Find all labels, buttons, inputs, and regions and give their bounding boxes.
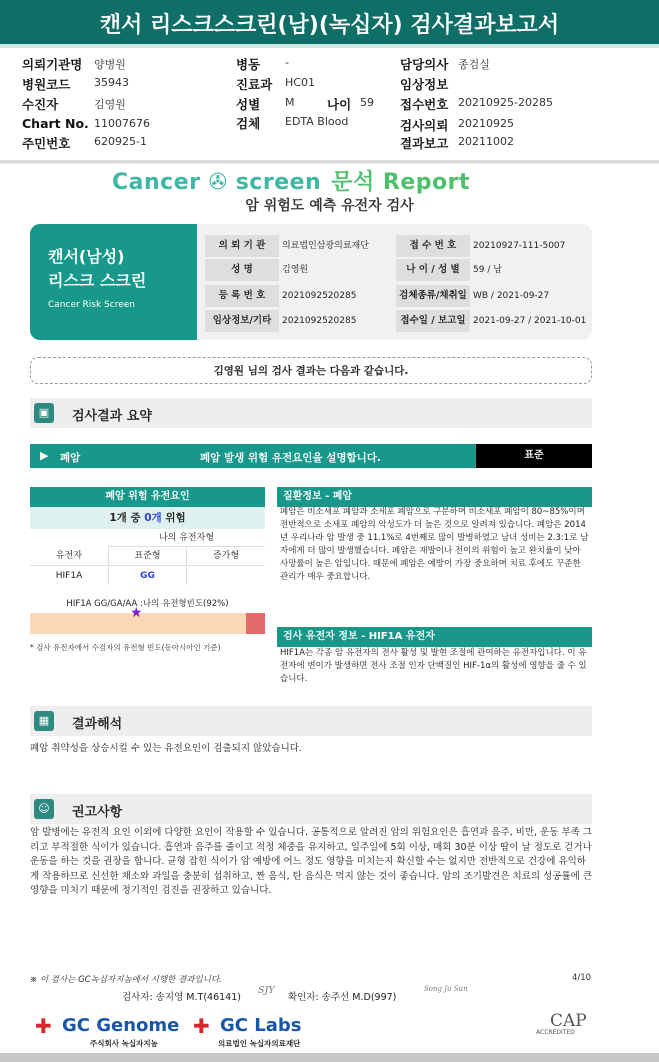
examiner: 검사자: 송지영 M.T(46141): [122, 992, 241, 1003]
info-value: WB / 2021-09-27: [473, 291, 550, 301]
col-increased: 증가형: [186, 547, 265, 565]
gc-cross-icon: ✚: [35, 1014, 52, 1038]
info-value: 김영원: [282, 265, 309, 275]
confirmer-signature: Song Ju Sun: [424, 985, 468, 993]
value-resident-no: 620925-1: [94, 135, 147, 148]
lung-cancer-bar: [30, 444, 592, 468]
col-gene: 유전자: [55, 551, 83, 561]
gene-info-title: 검사 유전자 정보 - HIF1A 유전자: [277, 627, 592, 647]
lung-desc: 폐암 발생 위험 유전요인을 설명합니다.: [200, 452, 381, 464]
cap-logo: CAP: [550, 1011, 587, 1031]
gc-labs-logo: GC Labs: [220, 1015, 302, 1036]
table-divider: [30, 565, 265, 566]
info-label: 검체종류/채취일: [396, 285, 470, 307]
section-interpretation: [30, 706, 592, 736]
gene-name: HIF1A: [55, 571, 83, 581]
col-standard: 표준형: [108, 547, 186, 565]
doctor-icon: ☺: [34, 799, 54, 819]
label-resident-no: 주민번호: [22, 136, 71, 151]
footer-logos: [0, 1005, 659, 1062]
info-label: 성 명: [205, 259, 279, 281]
my-genotype-header: 나의 유전자형: [108, 529, 265, 547]
section-interpretation-title: 결과해석: [72, 717, 123, 732]
value-age: 59: [360, 96, 374, 109]
frequency-label: HIF1A GG/GA/AA :나의 유전형빈도(92%): [66, 599, 229, 609]
label-ward: 병동: [236, 57, 261, 72]
cap-sub: ACCREDITED: [536, 1029, 575, 1036]
footer-note: ※ 이 검사는 GC녹십자지놈에서 시행한 결과입니다.: [30, 975, 222, 985]
gc-genome-sub: 주식회사 녹십자지놈: [90, 1039, 158, 1048]
card-title-1: 캔서(남성): [48, 247, 125, 266]
frequency-footnote: * 검사 유전자에서 수검자의 유전형 빈도(동아시아인 기준): [30, 643, 221, 652]
info-label: 접 수 번 호: [396, 235, 470, 257]
cancer-screen-logo: [112, 165, 522, 193]
value-hospital-code: 35943: [94, 76, 129, 89]
report-title: 캔서 리스크스크린(남)(녹십자) 검사결과보고서: [0, 0, 659, 48]
label-specimen: 검체: [236, 116, 261, 131]
advice-text: 암 발병에는 유전적 요인 이외에 다양한 요인이 작용할 수 있습니다. 공통적으로 알려진 암의 위험요인은 흡연과 음주, 비만, 운동 부족 그리고 부적절한 식이가 있습니다. 흡연과 음주를 줄이고 적정 체중을 유지하고, 일주일에 5회 이상, 매회 30분 이상 땀이 날 정도로 걷거나 운동을 하는 것을 권장을 합니다. 균형 잡힌 식이가 암 예방에 어느 정도 영향을 미치는지 확신할 수는 없지만 전반적으로 건강에 유익하게 작용하므로 신선한 채소와 과일을 충분히 섭취하고, 짠 음식, 탄 음식은 먹지 않는 것이 좋습니다. 암의 조기발견은 치료의 성공률에 큰 영향을 미치기 때문에 정기적인 검진을 권장하고 있습니다.: [30, 827, 592, 896]
star-icon: ★: [130, 605, 143, 621]
risk-table-title: 폐암 위험 유전요인: [30, 487, 265, 507]
confirmer: 확인자: 송주선 M.D(997): [288, 992, 397, 1003]
info-label: 나 이 / 성 별: [396, 259, 470, 281]
label-request-date: 검사의뢰: [400, 118, 449, 133]
info-value: 20210927-111-5007: [473, 241, 566, 251]
product-card: [30, 224, 197, 340]
info-label: 임상정보/기타: [205, 310, 279, 332]
label-clinical-info: 임상정보: [400, 77, 449, 92]
frequency-bar-red: [246, 613, 265, 634]
examiner-signature: SJY: [258, 985, 275, 996]
info-value: 59 / 남: [473, 265, 502, 275]
label-report-date: 결과보고: [400, 136, 449, 151]
info-label: 접수일 / 보고일: [396, 310, 470, 332]
label-department: 진료과: [236, 77, 273, 92]
info-label: 의 뢰 기 관: [205, 235, 279, 257]
info-label: 등 록 번 호: [205, 285, 279, 307]
value-doctor: 종검실: [458, 58, 490, 71]
genotype-value: GG: [108, 567, 186, 585]
label-receipt-no: 접수번호: [400, 97, 449, 112]
header-divider: [0, 160, 659, 164]
section-advice-title: 권고사항: [72, 805, 123, 820]
label-patient: 수진자: [22, 97, 59, 112]
logo-brand: Cancer ✇ screen: [112, 170, 322, 195]
logo-report: 문석 Report: [331, 170, 470, 195]
disease-info-title: 질환정보 - 폐암: [277, 487, 592, 507]
lung-name: 폐암: [60, 452, 81, 464]
result-notice: 김영원 님의 검사 결과는 다음과 같습니다.: [30, 357, 592, 384]
risk-count-prefix: 1개 중: [109, 512, 145, 524]
value-chart-no: 11007676: [94, 117, 150, 130]
calendar-icon: ▦: [34, 711, 54, 731]
interpretation-text: 폐암 취약성을 상승시킬 수 있는 유전요인이 검출되지 않았습니다.: [30, 743, 302, 754]
section-summary: [30, 398, 592, 428]
page-number: 4/10: [572, 973, 592, 983]
value-specimen: EDTA Blood: [285, 115, 349, 128]
info-value: 2021-09-27 / 2021-10-01: [473, 316, 587, 326]
report-icon: ▣: [34, 403, 54, 423]
gc-labs-sub: 의료법인 녹십자의료재단: [218, 1039, 301, 1048]
gc-genome-logo: GC Genome: [62, 1015, 180, 1036]
label-institution: 의뢰기관명: [22, 57, 83, 72]
risk-count-number: 0개: [144, 512, 162, 524]
info-value: 2021092520285: [282, 316, 357, 326]
value-ward: -: [285, 56, 289, 69]
play-icon: ▶: [40, 449, 49, 462]
gene-info-text: HIF1A는 각종 암 유전자의 전사 활성 및 발현 조절에 관여하는 유전자입니다. 이 유전자에 변이가 발생하면 전사 조절 인자 단백질인 HIF-1α의 활성에 영향을 줄 수 있습니다.: [280, 648, 587, 684]
report-subtitle: 암 위험도 예측 유전자 검사: [245, 198, 414, 214]
info-value: 의료법인삼광의료재단: [282, 241, 369, 251]
section-summary-title: 검사결과 요약: [72, 409, 152, 424]
gc-cross-icon: ✚: [193, 1014, 210, 1038]
risk-count: [30, 507, 265, 529]
risk-count-suffix: 위험: [161, 512, 186, 524]
value-report-date: 20211002: [458, 135, 514, 148]
label-hospital-code: 병원코드: [22, 77, 71, 92]
patient-header: [22, 55, 642, 155]
genotype-empty: [186, 567, 265, 585]
risk-gene-table: [30, 487, 265, 587]
value-request-date: 20210925: [458, 117, 514, 130]
value-sex: M: [285, 96, 295, 109]
label-chart-no: Chart No.: [22, 116, 89, 131]
status-badge: 표준: [476, 444, 592, 468]
value-patient: 김영원: [94, 98, 126, 111]
section-advice: [30, 794, 592, 824]
card-title-2: 리스크 스크린: [48, 271, 147, 290]
footer-band: [0, 1053, 659, 1062]
value-department: HC01: [285, 76, 315, 89]
label-sex: 성별: [236, 97, 261, 112]
label-age: 나이: [327, 97, 352, 112]
label-doctor: 담당의사: [400, 57, 449, 72]
info-value: 2021092520285: [282, 291, 357, 301]
card-subtitle: Cancer Risk Screen: [48, 300, 136, 310]
disease-info-text: 폐암은 비소세포 폐암과 소세포 폐암으로 구분하며 비소세포 폐암이 80~85%이며 전반적으로 소세포 폐암의 악성도가 더 높은 것으로 알려져 있습니다. 폐암은 2014년 우리나라 암 발생 중 11.1%로 4번째로 많이 발병하였고 남녀 성비는 2.3:1로 남자에게 더 많이 발생했습니다. 폐암은 재발이나 전이의 위험이 높고 완치율이 낮아 사망률이 높은 암입니다. 때문에 폐암은 예방이 가장 중요하며 치료 후에도 꾸준한 관리가 매우 중요합니다.: [280, 507, 589, 582]
value-institution: 양병원: [94, 58, 126, 71]
value-receipt-no: 20210925-20285: [458, 96, 553, 109]
